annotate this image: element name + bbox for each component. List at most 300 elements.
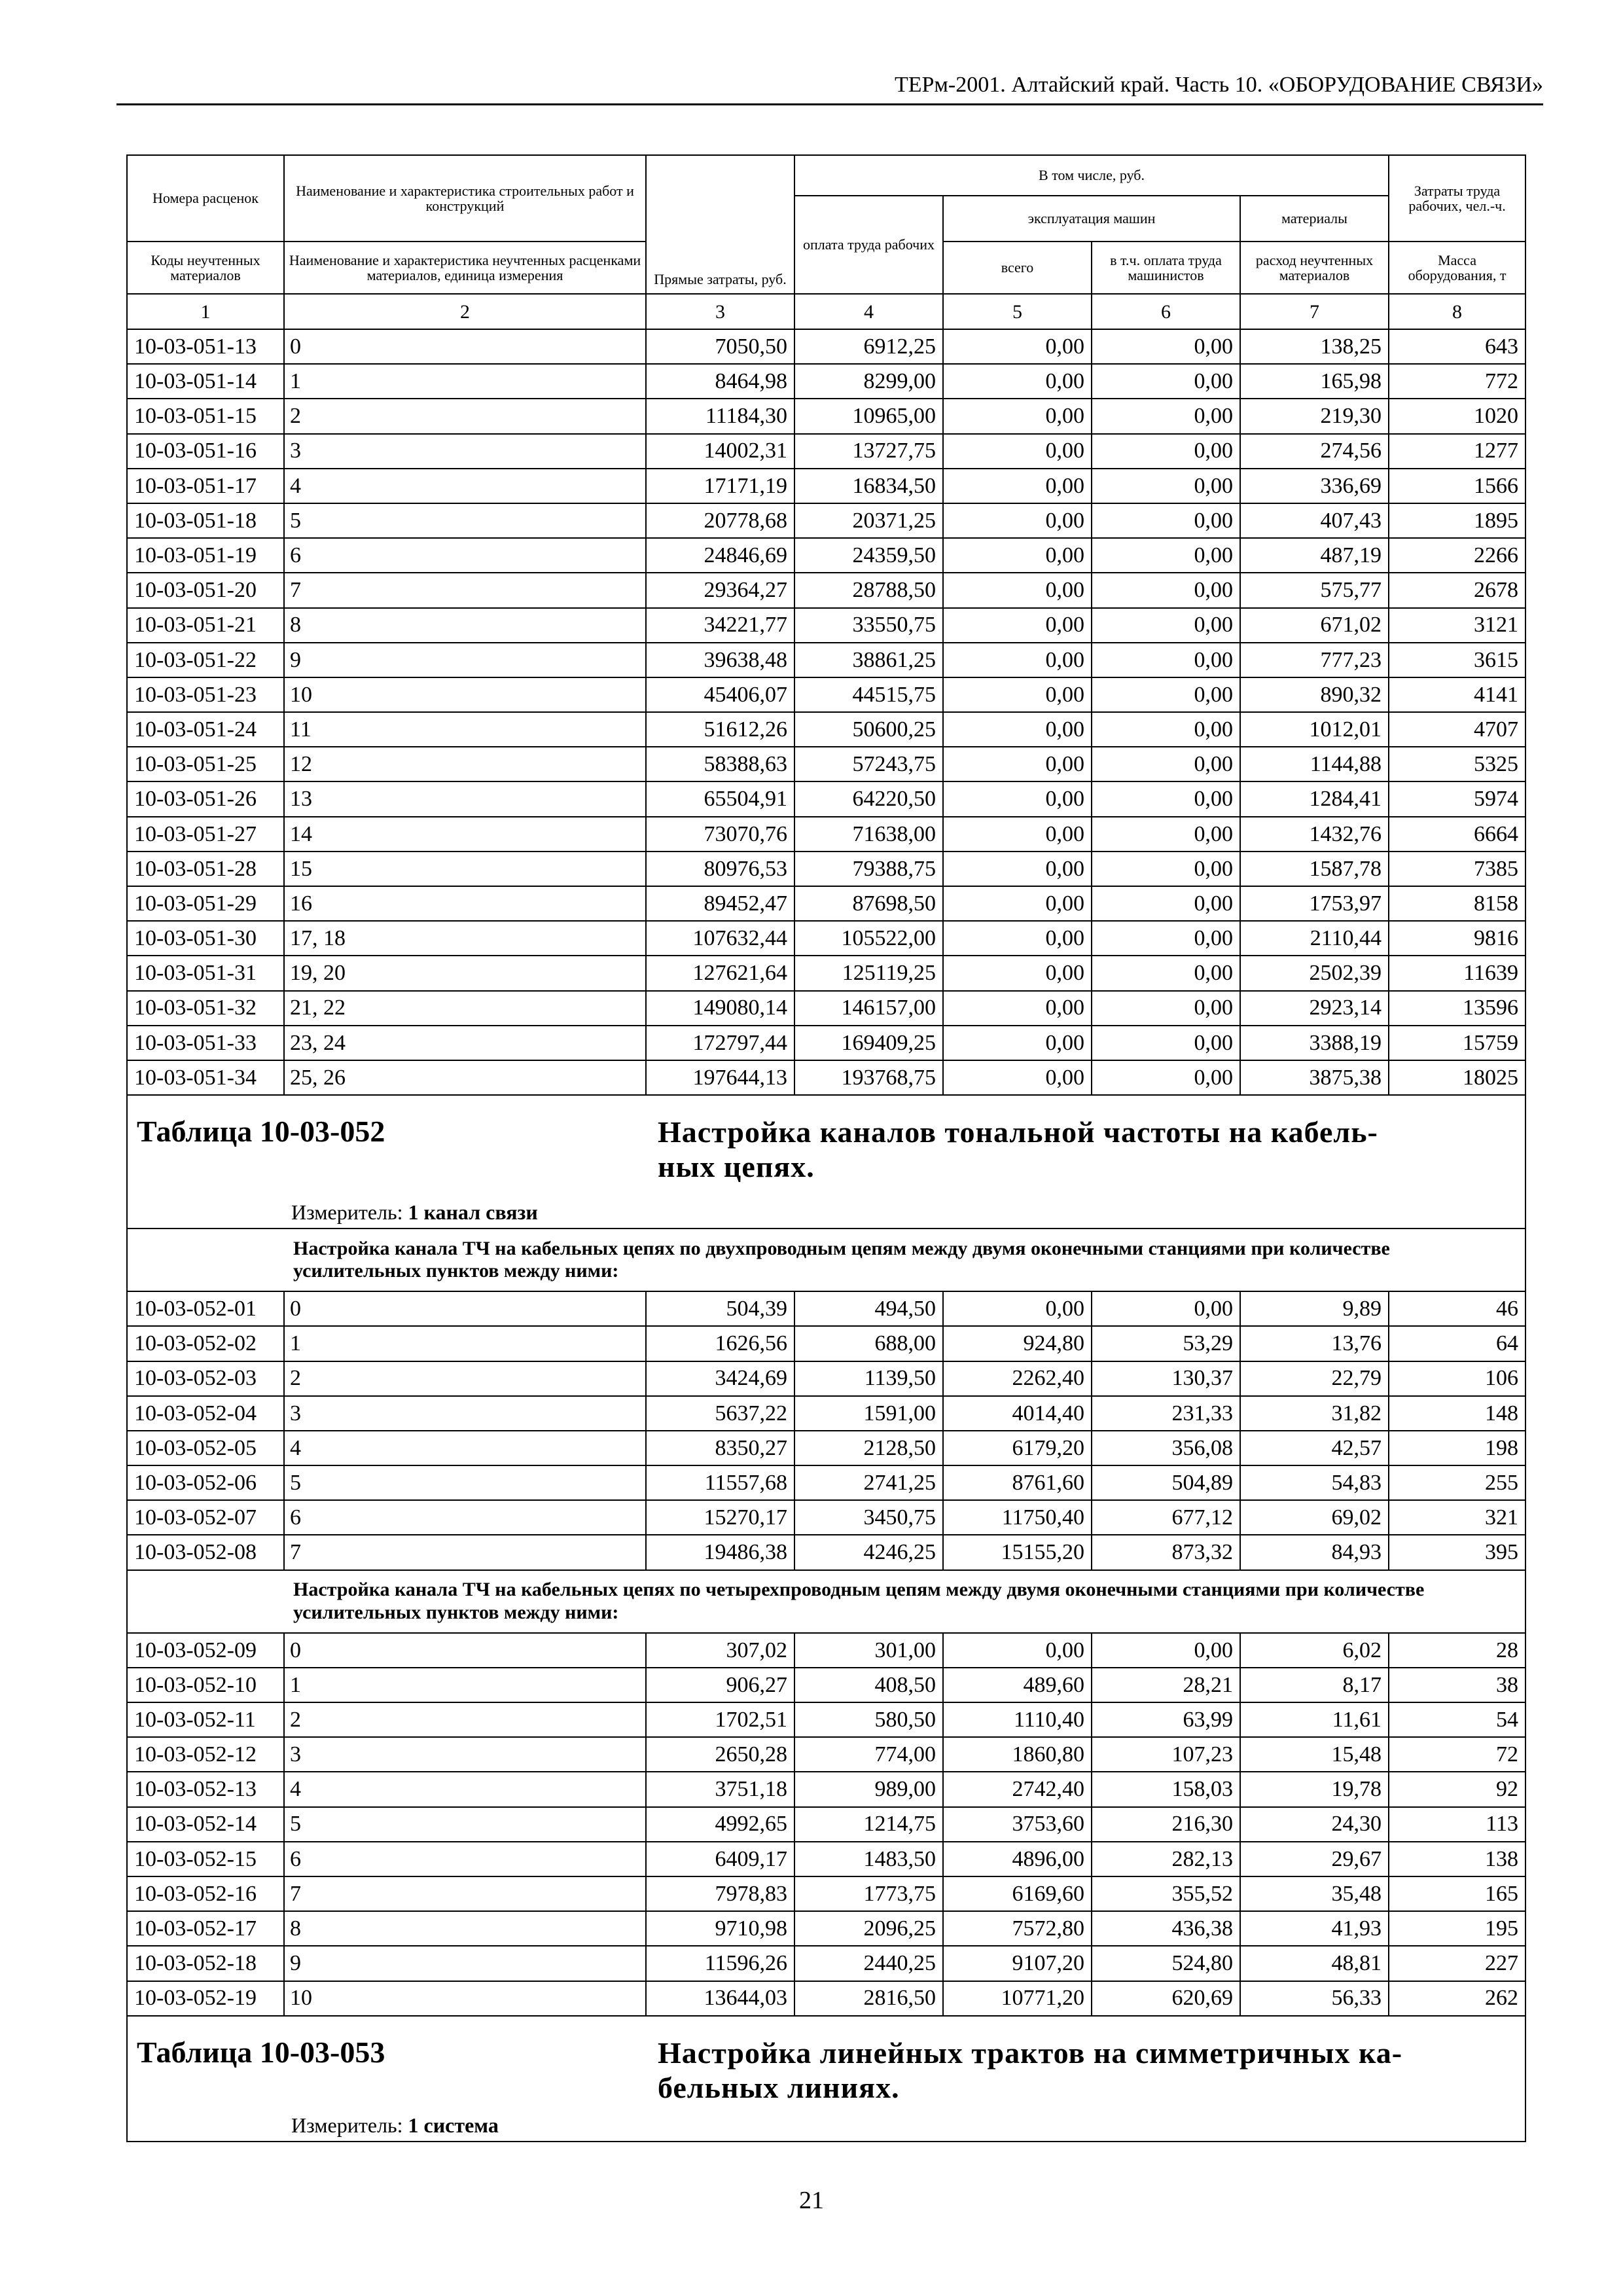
table-cell: 0,00 (943, 747, 1092, 781)
table-cell: 0,00 (943, 469, 1092, 503)
rate-code-cell: 10-03-051-14 (127, 364, 284, 399)
table-cell: 0,00 (943, 921, 1092, 956)
table-cell: 0,00 (1092, 852, 1240, 886)
table-cell: 18025 (1389, 1060, 1525, 1095)
table-cell: 0,00 (943, 364, 1092, 399)
table-cell: 39638,48 (646, 643, 794, 677)
table-cell: 105522,00 (794, 921, 943, 956)
table-row (127, 1535, 1525, 1570)
table-cell: 19, 20 (284, 956, 646, 990)
table-cell: 575,77 (1240, 573, 1389, 607)
table-row (127, 991, 1525, 1026)
table-row (127, 817, 1525, 852)
rate-code-cell: 10-03-051-29 (127, 886, 284, 921)
table-cell: 924,80 (943, 1326, 1092, 1361)
table-row (127, 1772, 1525, 1806)
table-cell: 9107,20 (943, 1946, 1092, 1981)
table-cell: 0,00 (943, 434, 1092, 469)
rate-code-cell: 10-03-052-14 (127, 1807, 284, 1842)
table-cell: 1277 (1389, 434, 1525, 469)
table-cell: 107632,44 (646, 921, 794, 956)
table-cell: 10771,20 (943, 1981, 1092, 2016)
table-cell: 24359,50 (794, 538, 943, 573)
table-cell: 356,08 (1092, 1431, 1240, 1465)
rate-code-cell: 10-03-052-03 (127, 1361, 284, 1396)
rate-code-cell: 10-03-052-13 (127, 1772, 284, 1806)
section-spacer (127, 1570, 284, 1633)
table-cell: 0 (284, 1633, 646, 1668)
rate-code-cell: 10-03-051-20 (127, 573, 284, 607)
table-cell: 2816,50 (794, 1981, 943, 2016)
table-cell: 0,00 (1092, 573, 1240, 607)
table-cell: 0 (284, 1291, 646, 1326)
table-cell: 0,00 (1092, 608, 1240, 643)
column-number-cell: 7 (1240, 294, 1389, 329)
table-cell: 34221,77 (646, 608, 794, 643)
table-cell: 4896,00 (943, 1842, 1092, 1876)
table-cell: 5 (284, 503, 646, 538)
table-cell: 0,00 (1092, 677, 1240, 712)
rate-code-cell: 10-03-052-09 (127, 1633, 284, 1668)
table-row (127, 643, 1525, 677)
table-cell: 3615 (1389, 643, 1525, 677)
table-cell: 1214,75 (794, 1807, 943, 1842)
rate-code-cell: 10-03-051-28 (127, 852, 284, 886)
table-cell: 436,38 (1092, 1911, 1240, 1946)
rate-code-cell: 10-03-051-18 (127, 503, 284, 538)
rate-code-cell: 10-03-052-16 (127, 1876, 284, 1911)
rate-code-cell: 10-03-052-05 (127, 1431, 284, 1465)
table-cell: 127621,64 (646, 956, 794, 990)
rate-code-cell: 10-03-052-02 (127, 1326, 284, 1361)
table-cell: 14 (284, 817, 646, 852)
rate-code-cell: 10-03-051-15 (127, 399, 284, 433)
table-cell: 11184,30 (646, 399, 794, 433)
rate-code-cell: 10-03-051-17 (127, 469, 284, 503)
table-row (127, 1946, 1525, 1981)
table-cell: 28 (1389, 1633, 1525, 1668)
table-cell: 906,27 (646, 1668, 794, 1702)
table-cell: 0 (284, 329, 646, 364)
measure-unit (291, 2114, 499, 2137)
table-cell: 71638,00 (794, 817, 943, 852)
rate-code-cell: 10-03-051-27 (127, 817, 284, 852)
table-cell: 6664 (1389, 817, 1525, 852)
table-cell: 0,00 (1092, 991, 1240, 1026)
table-cell: 15155,20 (943, 1535, 1092, 1570)
table-cell: 165 (1389, 1876, 1525, 1911)
table-cell: 23, 24 (284, 1026, 646, 1060)
table-cell: 165,98 (1240, 364, 1389, 399)
rate-code-cell: 10-03-052-15 (127, 1842, 284, 1876)
table-cell: 494,50 (794, 1291, 943, 1326)
table-row (127, 1911, 1525, 1946)
rate-code-cell: 10-03-051-21 (127, 608, 284, 643)
table-cell: 2650,28 (646, 1737, 794, 1772)
table-cell: 11639 (1389, 956, 1525, 990)
table-cell: 0,00 (943, 991, 1092, 1026)
table-row (127, 1842, 1525, 1876)
table-cell: 1432,76 (1240, 817, 1389, 852)
col1-header: Номера расценок (127, 155, 284, 242)
table-cell: 148 (1389, 1396, 1525, 1431)
table-cell: 1012,01 (1240, 712, 1389, 747)
table-cell: 0,00 (1092, 503, 1240, 538)
table-cell: 146157,00 (794, 991, 943, 1026)
table-cell: 51612,26 (646, 712, 794, 747)
table-cell: 9,89 (1240, 1291, 1389, 1326)
table-cell: 0,00 (943, 817, 1092, 852)
table-cell: 0,00 (943, 712, 1092, 747)
table-cell: 1895 (1389, 503, 1525, 538)
table-cell: 8464,98 (646, 364, 794, 399)
table-cell: 0,00 (943, 677, 1092, 712)
table-cell: 1773,75 (794, 1876, 943, 1911)
rate-code-cell: 10-03-052-18 (127, 1946, 284, 1981)
table-cell: 195 (1389, 1911, 1525, 1946)
table-cell: 395 (1389, 1535, 1525, 1570)
table-cell: 6 (284, 1500, 646, 1535)
table-cell: 48,81 (1240, 1946, 1389, 1981)
table-cell: 16 (284, 886, 646, 921)
table-row (127, 1396, 1525, 1431)
rate-code-cell: 10-03-051-32 (127, 991, 284, 1026)
table-cell: 3424,69 (646, 1361, 794, 1396)
table-row (127, 1361, 1525, 1396)
table-cell: 6 (284, 1842, 646, 1876)
table-cell: 2440,25 (794, 1946, 943, 1981)
column-number-cell: 5 (943, 294, 1092, 329)
table-cell: 1860,80 (943, 1737, 1092, 1772)
table-cell: 13644,03 (646, 1981, 794, 2016)
rate-code-cell: 10-03-051-31 (127, 956, 284, 990)
table-cell: 9 (284, 643, 646, 677)
table-cell: 0,00 (943, 399, 1092, 433)
table-cell: 113 (1389, 1807, 1525, 1842)
table-cell: 0,00 (943, 1291, 1092, 1326)
table-cell: 10965,00 (794, 399, 943, 433)
table-row (127, 1668, 1525, 1702)
table-cell: 0,00 (943, 781, 1092, 816)
rate-code-cell: 10-03-052-08 (127, 1535, 284, 1570)
table-cell: 671,02 (1240, 608, 1389, 643)
measure-unit (291, 1201, 538, 1224)
table-cell: 3 (284, 1737, 646, 1772)
table-cell: 6179,20 (943, 1431, 1092, 1465)
table-heading-row (127, 2016, 1525, 2142)
table-row (127, 1026, 1525, 1060)
table-row (127, 573, 1525, 607)
table-cell: 1 (284, 1668, 646, 1702)
table-cell: 2923,14 (1240, 991, 1389, 1026)
table-row (127, 1465, 1525, 1500)
rate-code-cell: 10-03-051-26 (127, 781, 284, 816)
table-description (658, 2036, 1402, 2106)
table-cell: 1566 (1389, 469, 1525, 503)
table-cell: 138,25 (1240, 329, 1389, 364)
table-cell: 25, 26 (284, 1060, 646, 1095)
measure-value: 1 канал связи (408, 1200, 538, 1224)
col7-header: расход неучтенных материалов (1240, 242, 1389, 294)
column-number-cell: 8 (1389, 294, 1525, 329)
table-cell: 1753,97 (1240, 886, 1389, 921)
table-cell: 4992,65 (646, 1807, 794, 1842)
table-cell: 87698,50 (794, 886, 943, 921)
table-cell: 19,78 (1240, 1772, 1389, 1806)
table-cell: 6912,25 (794, 329, 943, 364)
table-cell: 138 (1389, 1842, 1525, 1876)
table-cell: 38861,25 (794, 643, 943, 677)
table-cell: 11 (284, 712, 646, 747)
table-cell: 3 (284, 1396, 646, 1431)
table-cell: 2 (284, 1361, 646, 1396)
table-cell: 1284,41 (1240, 781, 1389, 816)
table-cell: 15270,17 (646, 1500, 794, 1535)
table-cell: 255 (1389, 1465, 1525, 1500)
rate-code-cell: 10-03-051-23 (127, 677, 284, 712)
table-cell: 64 (1389, 1326, 1525, 1361)
column-number-cell: 1 (127, 294, 284, 329)
table-cell: 0,00 (943, 1633, 1092, 1668)
table-row (127, 852, 1525, 886)
table-cell: 336,69 (1240, 469, 1389, 503)
table-row (127, 469, 1525, 503)
table-cell: 3 (284, 434, 646, 469)
table-cell: 2266 (1389, 538, 1525, 573)
table-row (127, 1500, 1525, 1535)
rate-code-cell: 10-03-052-12 (127, 1737, 284, 1772)
table-cell: 0,00 (1092, 712, 1240, 747)
table-cell: 0,00 (1092, 538, 1240, 573)
table-cell: 84,93 (1240, 1535, 1389, 1570)
table-title: Таблица 10-03-052 (137, 1115, 385, 1149)
table-cell: 231,33 (1092, 1396, 1240, 1431)
table-cell: 3388,19 (1240, 1026, 1389, 1060)
table-cell: 1591,00 (794, 1396, 943, 1431)
col3-header: Прямые затраты, руб. (646, 155, 794, 294)
rate-code-cell: 10-03-052-04 (127, 1396, 284, 1431)
table-cell: 197644,13 (646, 1060, 794, 1095)
table-cell: 29,67 (1240, 1842, 1389, 1876)
running-header: ТЕРм-2001. Алтайский край. Часть 10. «ОБОРУДОВАНИЕ СВЯЗИ» (116, 71, 1543, 105)
table-cell: 41,93 (1240, 1911, 1389, 1946)
table-cell: 19486,38 (646, 1535, 794, 1570)
table-description-line: Настройка каналов тональной частоты на кабель- (658, 1115, 1378, 1149)
table-cell: 355,52 (1092, 1876, 1240, 1911)
table-cell: 5637,22 (646, 1396, 794, 1431)
table-row (127, 1060, 1525, 1095)
table-cell: 6,02 (1240, 1633, 1389, 1668)
table-description-line: ных цепях. (658, 1150, 815, 1184)
table-cell: 307,02 (646, 1633, 794, 1668)
table-cell: 1 (284, 1326, 646, 1361)
table-cell: 489,60 (943, 1668, 1092, 1702)
table-cell: 4141 (1389, 677, 1525, 712)
table-cell: 0,00 (943, 886, 1092, 921)
table-row (127, 677, 1525, 712)
table-cell: 0,00 (1092, 399, 1240, 433)
table-cell: 2128,50 (794, 1431, 943, 1465)
table-cell: 1587,78 (1240, 852, 1389, 886)
table-title: Таблица 10-03-053 (137, 2035, 385, 2069)
table-cell: 0,00 (1092, 643, 1240, 677)
table-cell: 2110,44 (1240, 921, 1389, 956)
table-cell: 2678 (1389, 573, 1525, 607)
section-title: Настройка канала ТЧ на кабельных цепях по двухпроводным цепям между двумя оконечными станциями при количестве усилительных пунктов между ними: (284, 1229, 1525, 1291)
measure-value: 1 система (408, 2113, 499, 2137)
table-cell: 282,13 (1092, 1842, 1240, 1876)
table-cell: 216,30 (1092, 1807, 1240, 1842)
table-cell: 6409,17 (646, 1842, 794, 1876)
table-cell: 56,33 (1240, 1981, 1389, 2016)
table-cell: 89452,47 (646, 886, 794, 921)
rate-code-cell: 10-03-052-11 (127, 1702, 284, 1737)
rate-code-cell: 10-03-052-10 (127, 1668, 284, 1702)
table-cell: 53,29 (1092, 1326, 1240, 1361)
table-cell: 38 (1389, 1668, 1525, 1702)
table-row (127, 1633, 1525, 1668)
table-cell: 7572,80 (943, 1911, 1092, 1946)
table-cell: 2096,25 (794, 1911, 943, 1946)
table-cell: 620,69 (1092, 1981, 1240, 2016)
col2-header: Наименование и характеристика строительных работ и конструкций (284, 155, 646, 242)
column-number-cell: 4 (794, 294, 943, 329)
section-row (127, 1570, 1525, 1633)
table-cell: 0,00 (1092, 1026, 1240, 1060)
table-cell: 57243,75 (794, 747, 943, 781)
table-cell: 1020 (1389, 399, 1525, 433)
table-cell: 1144,88 (1240, 747, 1389, 781)
table-cell: 321 (1389, 1500, 1525, 1535)
table-cell: 193768,75 (794, 1060, 943, 1095)
table-cell: 0,00 (1092, 469, 1240, 503)
table-cell: 0,00 (943, 608, 1092, 643)
section-title: Настройка канала ТЧ на кабельных цепях по четырехпроводным цепям между двумя оконечными станциями при количестве усилительных пунктов между ними: (284, 1570, 1525, 1633)
table-cell: 3121 (1389, 608, 1525, 643)
table-row (127, 886, 1525, 921)
table-cell: 198 (1389, 1431, 1525, 1465)
rate-code-cell: 10-03-052-17 (127, 1911, 284, 1946)
table-cell: 13,76 (1240, 1326, 1389, 1361)
table-cell: 16834,50 (794, 469, 943, 503)
col8-header: Затраты труда рабочих, чел.-ч. (1389, 155, 1525, 242)
table-cell: 643 (1389, 329, 1525, 364)
table-cell: 5325 (1389, 747, 1525, 781)
col2b-header: Наименование и характеристика неучтенных расценками материалов, единица измерения (284, 242, 646, 294)
table-cell: 0,00 (1092, 921, 1240, 956)
table-cell: 125119,25 (794, 956, 943, 990)
table-cell: 8,17 (1240, 1668, 1389, 1702)
rate-code-cell: 10-03-052-07 (127, 1500, 284, 1535)
table-cell: 0,00 (1092, 817, 1240, 852)
table-cell: 0,00 (943, 538, 1092, 573)
table-cell: 7385 (1389, 852, 1525, 886)
table-cell: 504,39 (646, 1291, 794, 1326)
column-number-cell: 3 (646, 294, 794, 329)
table-cell: 2 (284, 1702, 646, 1737)
table-cell: 0,00 (1092, 956, 1240, 990)
table-cell: 24,30 (1240, 1807, 1389, 1842)
table-cell: 2742,40 (943, 1772, 1092, 1806)
table-cell: 7 (284, 573, 646, 607)
table-cell: 524,80 (1092, 1946, 1240, 1981)
rate-code-cell: 10-03-052-01 (127, 1291, 284, 1326)
rate-code-cell: 10-03-051-30 (127, 921, 284, 956)
table-cell: 130,37 (1092, 1361, 1240, 1396)
table-cell: 20371,25 (794, 503, 943, 538)
table-cell: 9 (284, 1946, 646, 1981)
column-numbers-row (127, 294, 1525, 329)
table-cell: 0,00 (1092, 1291, 1240, 1326)
table-cell: 11,61 (1240, 1702, 1389, 1737)
table-cell: 1139,50 (794, 1361, 943, 1396)
table-cell: 4 (284, 1431, 646, 1465)
table-cell: 580,50 (794, 1702, 943, 1737)
table-cell: 72 (1389, 1737, 1525, 1772)
table-cell: 7978,83 (646, 1876, 794, 1911)
table-cell: 158,03 (1092, 1772, 1240, 1806)
table-cell: 4014,40 (943, 1396, 1092, 1431)
table-cell: 79388,75 (794, 852, 943, 886)
table-cell: 0,00 (1092, 886, 1240, 921)
table-cell: 42,57 (1240, 1431, 1389, 1465)
table-cell: 0,00 (1092, 747, 1240, 781)
table-cell: 13596 (1389, 991, 1525, 1026)
table-cell: 20778,68 (646, 503, 794, 538)
table-row (127, 329, 1525, 364)
table-cell: 3753,60 (943, 1807, 1092, 1842)
table-row (127, 1876, 1525, 1911)
table-cell: 24846,69 (646, 538, 794, 573)
table-cell: 0,00 (1092, 1060, 1240, 1095)
table-cell: 35,48 (1240, 1876, 1389, 1911)
table-cell: 0,00 (943, 573, 1092, 607)
table-cell: 10 (284, 677, 646, 712)
rates-table (126, 154, 1526, 2142)
table-cell: 10 (284, 1981, 646, 2016)
table-row (127, 1981, 1525, 2016)
table-cell: 29364,27 (646, 573, 794, 607)
table-cell: 31,82 (1240, 1396, 1389, 1431)
section-spacer (127, 1229, 284, 1291)
table-cell: 7 (284, 1535, 646, 1570)
table-cell: 8761,60 (943, 1465, 1092, 1500)
table-cell: 0,00 (943, 956, 1092, 990)
table-row (127, 608, 1525, 643)
table-row (127, 1431, 1525, 1465)
table-cell: 219,30 (1240, 399, 1389, 433)
table-cell: 11596,26 (646, 1946, 794, 1981)
table-cell: 8 (284, 1911, 646, 1946)
table-cell: 3875,38 (1240, 1060, 1389, 1095)
table-row (127, 1291, 1525, 1326)
table-cell: 890,32 (1240, 677, 1389, 712)
rate-code-cell: 10-03-051-34 (127, 1060, 284, 1095)
col5-header: всего (943, 242, 1092, 294)
table-cell: 172797,44 (646, 1026, 794, 1060)
table-row (127, 1737, 1525, 1772)
column-number-cell: 2 (284, 294, 646, 329)
table-cell: 11557,68 (646, 1465, 794, 1500)
table-cell: 46 (1389, 1291, 1525, 1326)
table-cell: 8350,27 (646, 1431, 794, 1465)
table-cell: 3751,18 (646, 1772, 794, 1806)
table-cell: 0,00 (1092, 1633, 1240, 1668)
table-cell: 107,23 (1092, 1737, 1240, 1772)
table-cell: 0,00 (1092, 364, 1240, 399)
table-cell: 21, 22 (284, 991, 646, 1026)
rate-code-cell: 10-03-051-13 (127, 329, 284, 364)
